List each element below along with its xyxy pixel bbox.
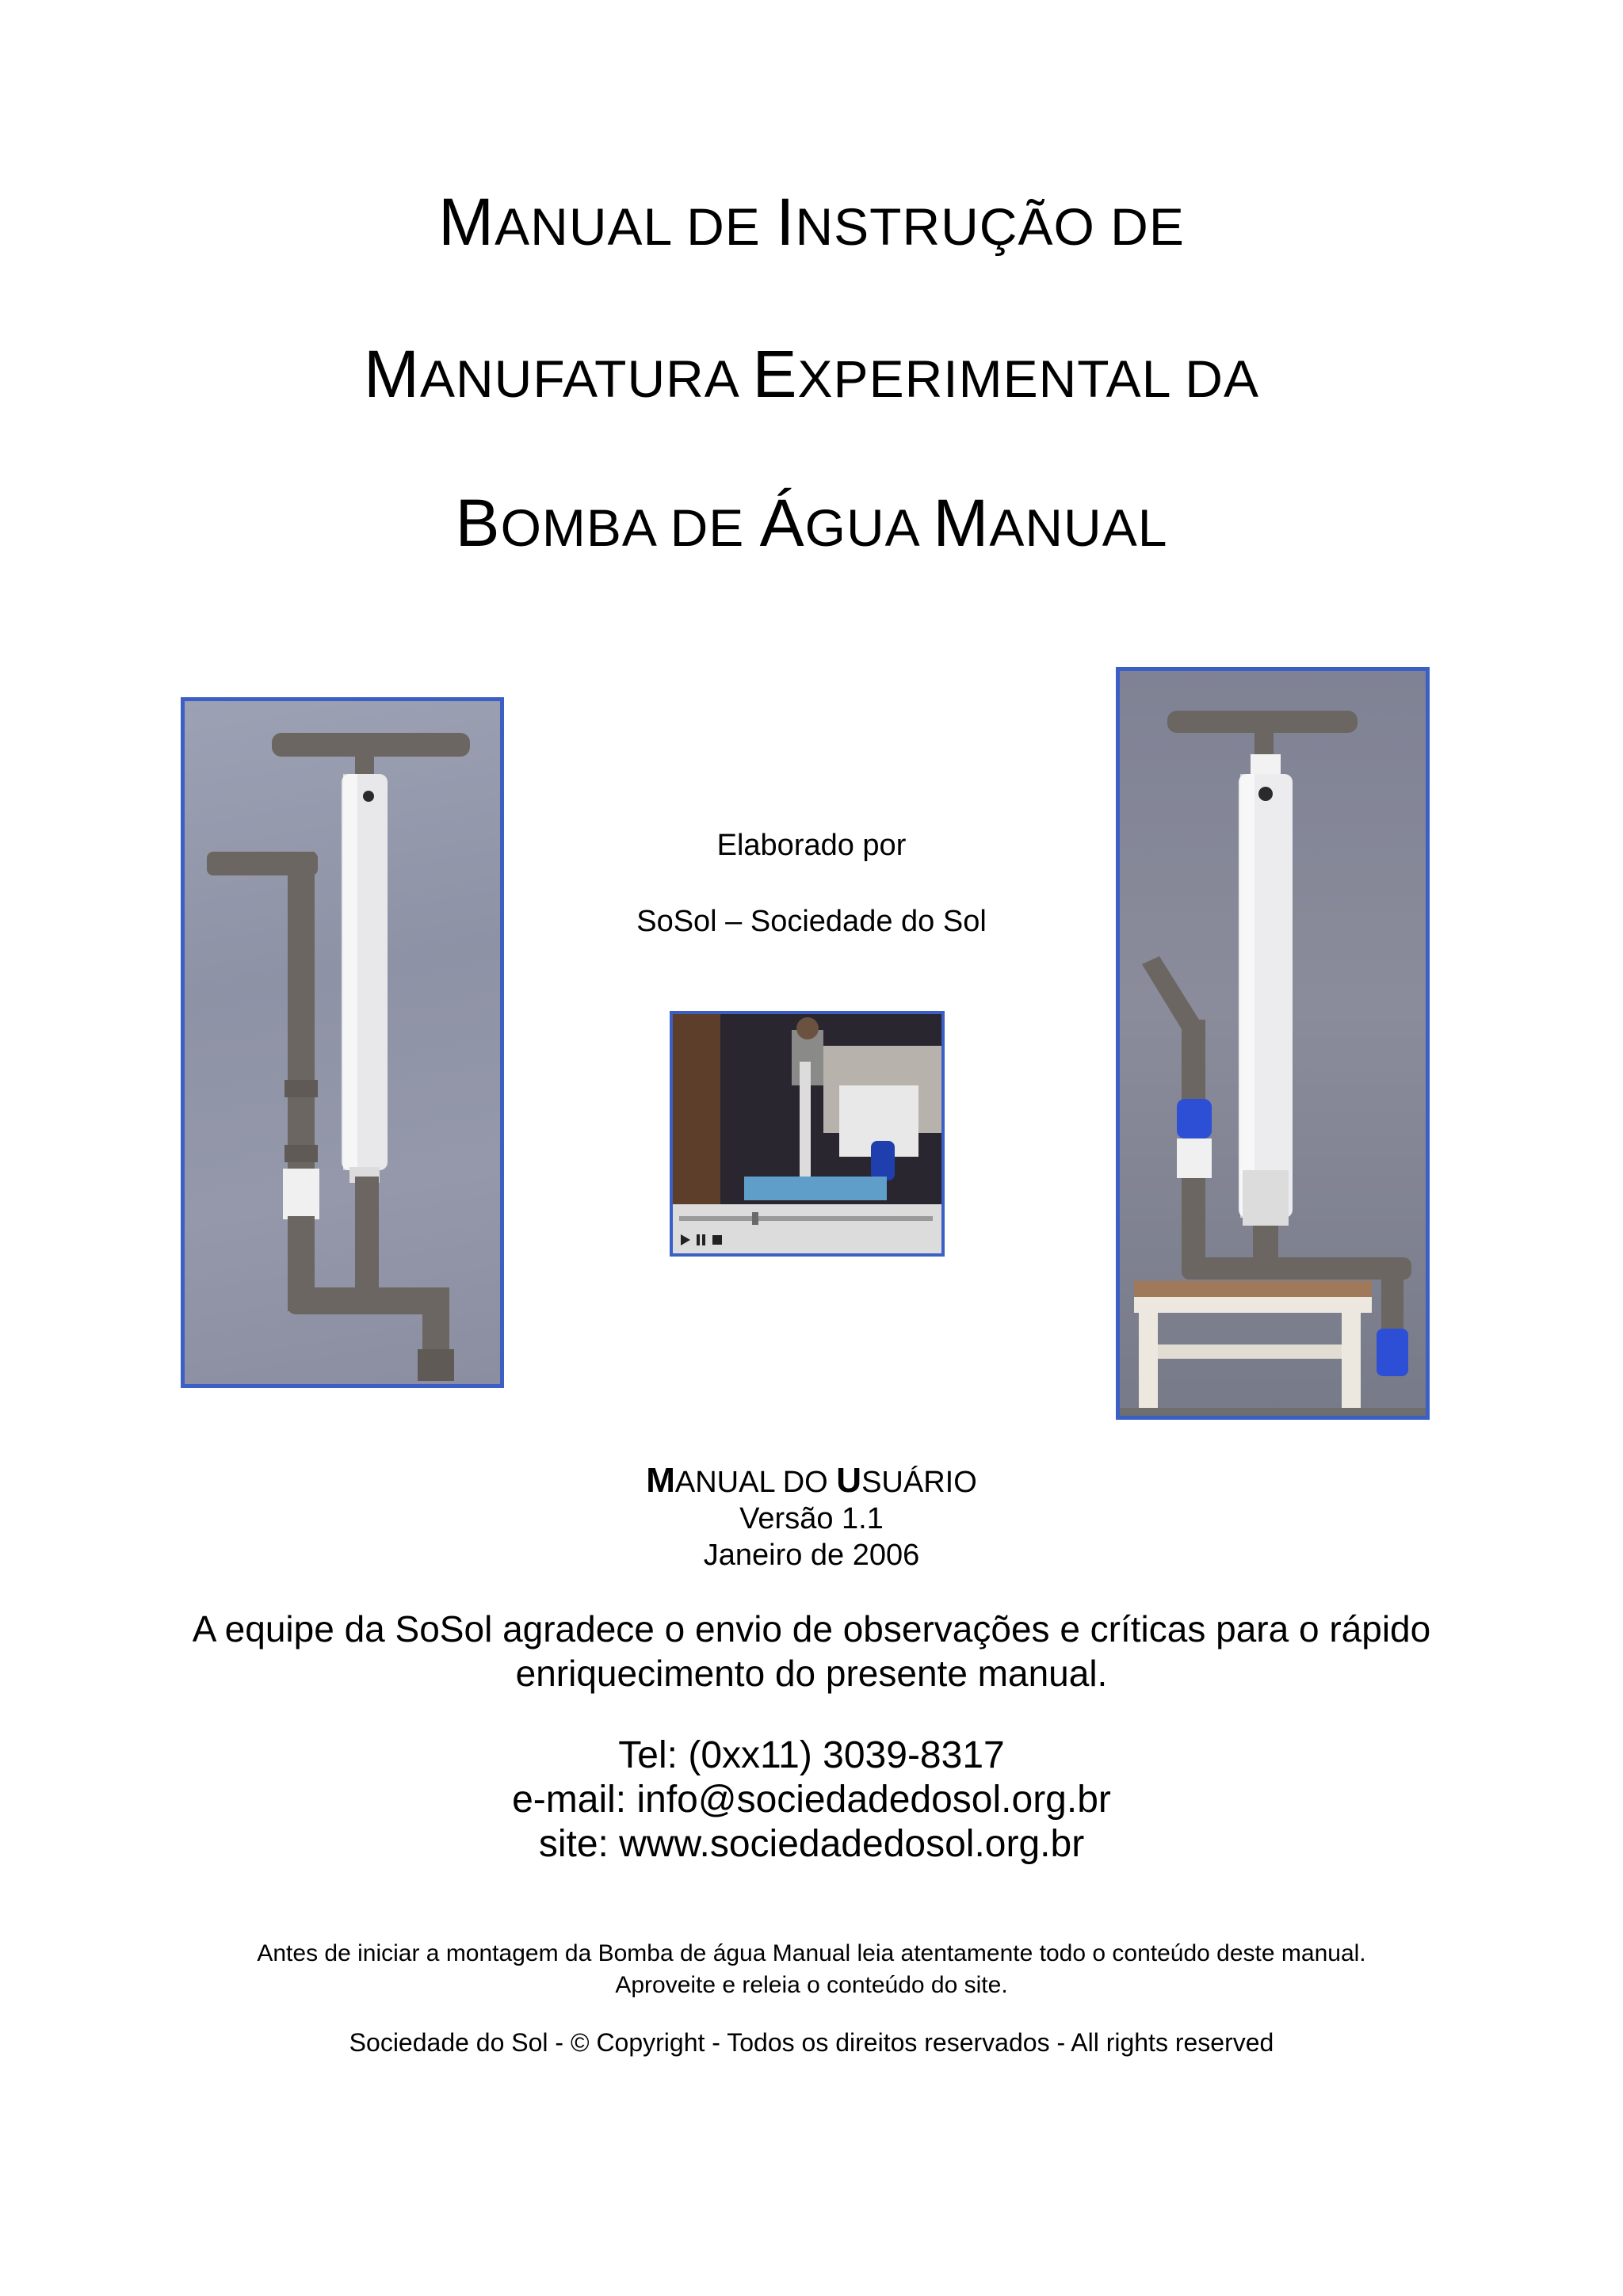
pump-illustration-left: [185, 701, 500, 1384]
copyright-line: Sociedade do Sol - © Copyright - Todos os direitos reservados - All rights reserved: [349, 2028, 1274, 2057]
pump-illustration-right: [1120, 671, 1426, 1416]
organization-name: SoSol – Sociedade do Sol: [636, 905, 987, 938]
video-thumbnail[interactable]: [670, 1011, 945, 1257]
title-line-2: MANUFATURA EXPERIMENTAL DA: [364, 337, 1259, 411]
release-date: Janeiro de 2006: [703, 1539, 920, 1572]
site-link[interactable]: site: www.sociedadedosol.org.br: [538, 1823, 1085, 1865]
contact-block: [0, 1733, 1623, 1867]
phone: Tel: (0xx11) 3039-8317: [618, 1734, 1005, 1776]
elaborado-por: Elaborado por: [716, 829, 907, 862]
notice-paragraph: Antes de iniciar a montagem da Bomba de água Manual leia atentamente todo o conteúdo deste manual. Aproveite e releia o conteúdo do site.: [257, 1940, 1366, 1998]
pump-photo-left: [181, 697, 504, 1388]
video-frame: [673, 1014, 941, 1253]
version: Versão 1.1: [739, 1502, 884, 1535]
title-line-1: MANUAL DE INSTRUÇÃO DE: [438, 185, 1185, 259]
pump-photo-right: [1116, 667, 1430, 1420]
title-line-3: BOMBA DE ÁGUA MANUAL: [455, 486, 1168, 560]
thanks-paragraph: A equipe da SoSol agradece o envio de observações e críticas para o rápido enriquecimento do presente manual.: [192, 1608, 1431, 1694]
email-link[interactable]: e-mail: info@sociedadedosol.org.br: [512, 1779, 1111, 1821]
manual-do-usuario: MANUAL DO USUÁRIO: [646, 1461, 977, 1500]
